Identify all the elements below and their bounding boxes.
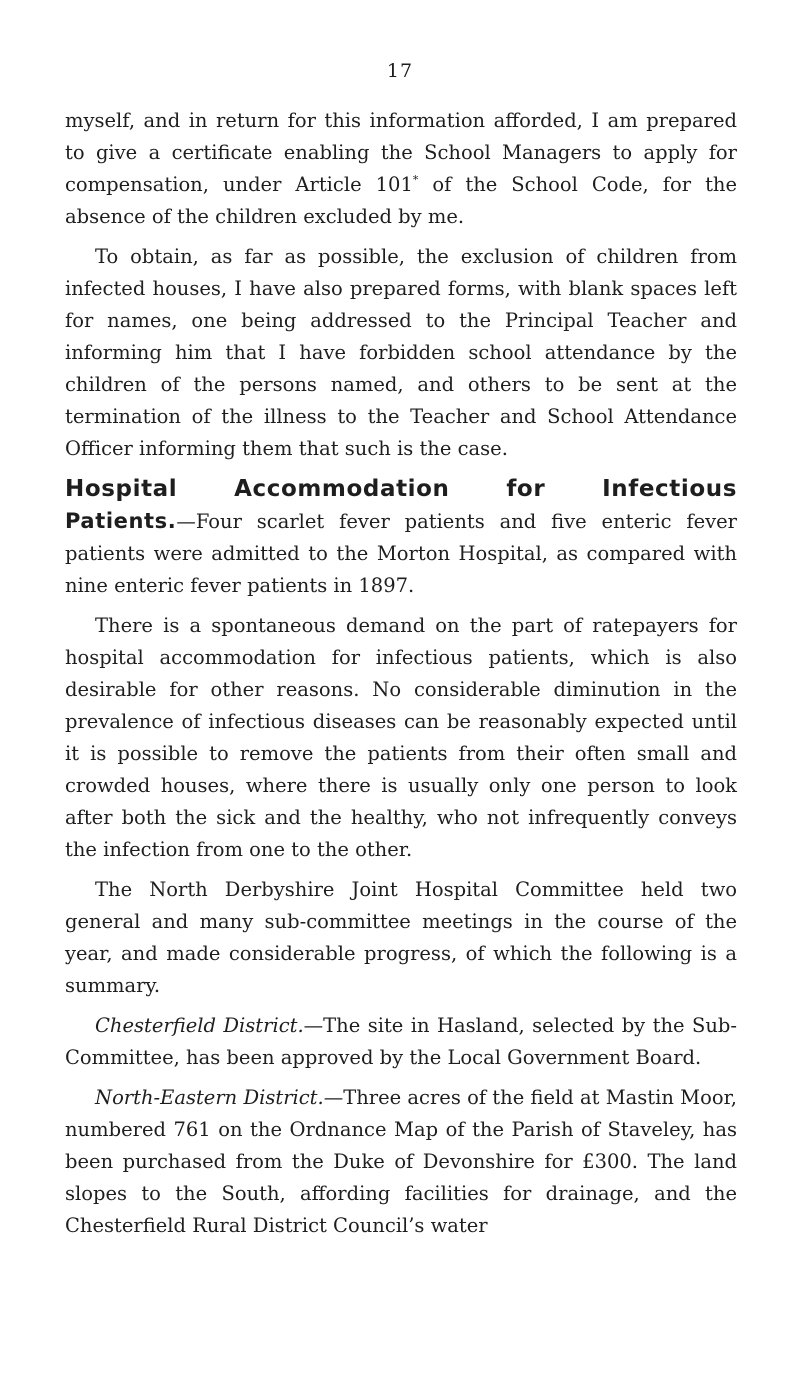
paragraph-text: —Four scarlet fever patients and five enteric fever patients were admitted to the Morton Hospital, as compared with nine enteric fever patients in 1897. xyxy=(65,510,737,597)
paragraph-chesterfield-district xyxy=(65,1010,737,1074)
district-label: North-Eastern District. xyxy=(95,1086,324,1109)
district-label: Chesterfield District. xyxy=(95,1014,304,1037)
paragraph-continuation xyxy=(65,105,737,233)
paragraph-exclusion-forms: To obtain, as far as possible, the exclusion of children from infected houses, I have also prepared forms, with blank spaces left for names, one being addressed to the Principal Teacher and informing him that I have forbidden school attendance by the children of the persons named, and others to be sent at the termination of the illness to the Teacher and School Attendance Officer informing them that such is the case. xyxy=(65,245,737,460)
paragraph-text: —The site in Hasland, selected by the Sub-Committee, has been approved by the Local Government Board. xyxy=(65,1014,737,1069)
body-text xyxy=(65,105,737,1250)
footnote-mark: * xyxy=(412,173,419,187)
paragraph-hospital-accommodation xyxy=(65,473,737,602)
section-heading: Hospital Accommodation for Infectious xyxy=(65,476,737,502)
paragraph-north-eastern-district xyxy=(65,1082,737,1242)
paragraph-text-end: of the School Code, for the absence of the children excluded by me. xyxy=(65,173,738,228)
paragraph-text: —Three acres of the field at Mastin Moor, numbered 761 on the Ordnance Map of the Parish of Staveley, has been purchased from the Duke of Devonshire for £300. The land slopes to the South, affording facilities for drainage, and the Chesterfield Rural District Council’s water xyxy=(65,1086,737,1237)
section-heading-continuation: Patients. xyxy=(65,509,177,533)
paragraph-text: myself, and in return for this information afforded, I am prepared to give a certificate enabling the School Managers to apply for compensation, under Article 101 xyxy=(65,109,737,196)
page-number: 17 xyxy=(386,60,414,82)
paragraph-joint-committee: The North Derbyshire Joint Hospital Committee held two general and many sub-committee meetings in the course of the year, and made considerable progress, of which the following is a summary. xyxy=(65,878,737,997)
paragraph-spontaneous-demand: There is a spontaneous demand on the part of ratepayers for hospital accommodation for infectious patients, which is also desirable for other reasons. No considerable diminution in the prevalence of infectious diseases can be reasonably expected until it is possible to remove the patients from their often small and crowded houses, where there is usually only one person to look after both the sick and the healthy, who not infrequently conveys the infection from one to the other. xyxy=(65,614,737,861)
